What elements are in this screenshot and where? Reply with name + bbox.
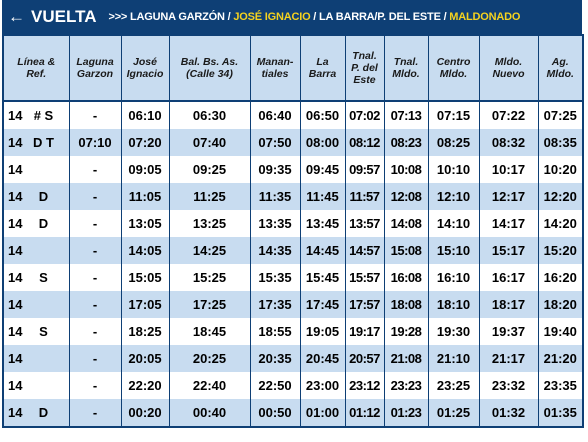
time-cell: 09:35 xyxy=(250,156,300,183)
line-ref-cell xyxy=(3,264,69,291)
time-cell: 01:00 xyxy=(300,399,345,427)
time-cell: - xyxy=(69,210,121,237)
time-cell: - xyxy=(69,399,121,427)
time-cell: 19:30 xyxy=(428,318,479,345)
time-cell: 13:35 xyxy=(250,210,300,237)
time-cell: 12:08 xyxy=(384,183,428,210)
time-cell: 20:35 xyxy=(250,345,300,372)
time-cell: 16:20 xyxy=(538,264,583,291)
time-cell: 15:25 xyxy=(169,264,250,291)
time-cell: 14:35 xyxy=(250,237,300,264)
time-cell: 09:57 xyxy=(345,156,384,183)
table-row xyxy=(3,264,583,291)
line-number: 14 xyxy=(8,378,23,393)
time-cell: - xyxy=(69,345,121,372)
time-cell: 06:10 xyxy=(121,101,169,129)
line-ref-cell xyxy=(3,101,69,129)
time-cell: 16:17 xyxy=(479,264,538,291)
line-reference: D xyxy=(38,216,49,231)
column-header: Tnal. Mldo. xyxy=(384,35,428,101)
time-cell: 12:20 xyxy=(538,183,583,210)
time-cell: 01:35 xyxy=(538,399,583,427)
time-cell: 09:05 xyxy=(121,156,169,183)
line-number: 14 xyxy=(8,270,23,285)
time-cell: 14:25 xyxy=(169,237,250,264)
time-cell: 18:20 xyxy=(538,291,583,318)
route-stop: JOSÉ IGNACIO xyxy=(233,11,311,23)
time-cell: 16:10 xyxy=(428,264,479,291)
route-separator: / xyxy=(313,11,317,23)
time-cell: 19:28 xyxy=(384,318,428,345)
route-stops xyxy=(108,11,520,23)
time-cell: 15:17 xyxy=(479,237,538,264)
time-cell: - xyxy=(69,101,121,129)
time-cell: 07:02 xyxy=(345,101,384,129)
time-cell: 06:50 xyxy=(300,101,345,129)
time-cell: 20:25 xyxy=(169,345,250,372)
time-cell: 00:20 xyxy=(121,399,169,427)
time-cell: 08:23 xyxy=(384,129,428,156)
column-header: La Barra xyxy=(300,35,345,101)
time-cell: 18:17 xyxy=(479,291,538,318)
time-cell: 09:45 xyxy=(300,156,345,183)
time-cell: 14:05 xyxy=(121,237,169,264)
time-cell: 13:05 xyxy=(121,210,169,237)
time-cell: 15:45 xyxy=(300,264,345,291)
line-ref-cell xyxy=(3,399,69,427)
time-cell: 01:32 xyxy=(479,399,538,427)
time-cell: 09:25 xyxy=(169,156,250,183)
time-cell: 18:10 xyxy=(428,291,479,318)
table-row xyxy=(3,318,583,345)
time-cell: 23:00 xyxy=(300,372,345,399)
time-cell: 07:40 xyxy=(169,129,250,156)
time-cell: 07:20 xyxy=(121,129,169,156)
line-number: 14 xyxy=(8,162,23,177)
column-header: José Ignacio xyxy=(121,35,169,101)
time-cell: 18:55 xyxy=(250,318,300,345)
line-ref-cell xyxy=(3,345,69,372)
time-cell: 13:45 xyxy=(300,210,345,237)
time-cell: 11:05 xyxy=(121,183,169,210)
line-number: 14 xyxy=(8,216,23,231)
time-cell: 21:08 xyxy=(384,345,428,372)
column-header: Manan- tiales xyxy=(250,35,300,101)
time-cell: 22:50 xyxy=(250,372,300,399)
time-cell: 23:25 xyxy=(428,372,479,399)
time-cell: 11:35 xyxy=(250,183,300,210)
table-row xyxy=(3,156,583,183)
time-cell: - xyxy=(69,264,121,291)
time-cell: 17:45 xyxy=(300,291,345,318)
time-cell: 07:10 xyxy=(69,129,121,156)
time-cell: 01:23 xyxy=(384,399,428,427)
line-ref-cell xyxy=(3,156,69,183)
column-header: Centro Mldo. xyxy=(428,35,479,101)
time-cell: 14:20 xyxy=(538,210,583,237)
table-row xyxy=(3,399,583,427)
time-cell: - xyxy=(69,318,121,345)
line-ref-cell xyxy=(3,237,69,264)
line-ref-cell xyxy=(3,210,69,237)
route-separator: / xyxy=(443,11,447,23)
time-cell: 17:25 xyxy=(169,291,250,318)
time-cell: 14:57 xyxy=(345,237,384,264)
column-header: Línea & Ref. xyxy=(3,35,69,101)
time-cell: 11:45 xyxy=(300,183,345,210)
time-cell: - xyxy=(69,291,121,318)
time-cell: 00:40 xyxy=(169,399,250,427)
line-number: 14 xyxy=(8,189,23,204)
time-cell: 19:40 xyxy=(538,318,583,345)
line-ref-cell xyxy=(3,183,69,210)
route-separator: / xyxy=(227,11,231,23)
table-row xyxy=(3,372,583,399)
time-cell: 07:25 xyxy=(538,101,583,129)
time-cell: 23:23 xyxy=(384,372,428,399)
timetable-frame xyxy=(2,0,582,428)
time-cell: 15:10 xyxy=(428,237,479,264)
line-reference: D xyxy=(38,405,49,420)
time-cell: 12:10 xyxy=(428,183,479,210)
column-header: Bal. Bs. As. (Calle 34) xyxy=(169,35,250,101)
time-cell: 19:17 xyxy=(345,318,384,345)
time-cell: 18:45 xyxy=(169,318,250,345)
time-cell: 10:08 xyxy=(384,156,428,183)
time-cell: 22:40 xyxy=(169,372,250,399)
table-row xyxy=(3,101,583,129)
time-cell: 22:20 xyxy=(121,372,169,399)
time-cell: 19:05 xyxy=(300,318,345,345)
route-stop: MALDONADO xyxy=(449,11,521,23)
table-row xyxy=(3,345,583,372)
line-number: 14 xyxy=(8,135,23,150)
column-header: Mldo. Nuevo xyxy=(479,35,538,101)
column-header: Ag. Mldo. xyxy=(538,35,583,101)
time-cell: 08:00 xyxy=(300,129,345,156)
line-number: 14 xyxy=(8,324,23,339)
time-cell: 07:13 xyxy=(384,101,428,129)
route-prefix: >>> xyxy=(108,11,128,23)
time-cell: 19:37 xyxy=(479,318,538,345)
arrow-left-icon: ← xyxy=(8,7,25,26)
line-number: 14 xyxy=(8,297,23,312)
time-cell: 07:22 xyxy=(479,101,538,129)
time-cell: 21:10 xyxy=(428,345,479,372)
time-cell: 11:57 xyxy=(345,183,384,210)
time-cell: 07:15 xyxy=(428,101,479,129)
time-cell: 15:57 xyxy=(345,264,384,291)
time-cell: 10:10 xyxy=(428,156,479,183)
table-row xyxy=(3,291,583,318)
line-number: 14 xyxy=(8,108,23,123)
time-cell: 08:32 xyxy=(479,129,538,156)
time-cell: 14:17 xyxy=(479,210,538,237)
time-cell: 23:35 xyxy=(538,372,583,399)
line-ref-cell xyxy=(3,372,69,399)
time-cell: 06:40 xyxy=(250,101,300,129)
time-cell: 17:35 xyxy=(250,291,300,318)
time-cell: 23:12 xyxy=(345,372,384,399)
time-cell: - xyxy=(69,156,121,183)
time-cell: 10:20 xyxy=(538,156,583,183)
time-cell: 11:25 xyxy=(169,183,250,210)
time-cell: 13:57 xyxy=(345,210,384,237)
time-cell: 14:10 xyxy=(428,210,479,237)
time-cell: 08:12 xyxy=(345,129,384,156)
time-cell: 14:45 xyxy=(300,237,345,264)
line-number: 14 xyxy=(8,243,23,258)
line-reference: D T xyxy=(32,135,54,150)
time-cell: 17:05 xyxy=(121,291,169,318)
time-cell: 21:20 xyxy=(538,345,583,372)
time-cell: 13:25 xyxy=(169,210,250,237)
route-stop: LA BARRA/P. DEL ESTE xyxy=(319,11,441,23)
schedule-table xyxy=(2,34,584,428)
time-cell: 08:25 xyxy=(428,129,479,156)
time-cell: - xyxy=(69,183,121,210)
line-ref-cell xyxy=(3,318,69,345)
line-reference: # S xyxy=(33,108,54,123)
line-ref-cell xyxy=(3,129,69,156)
time-cell: 20:57 xyxy=(345,345,384,372)
line-reference: S xyxy=(39,270,48,285)
time-cell: 21:17 xyxy=(479,345,538,372)
time-cell: 20:05 xyxy=(121,345,169,372)
time-cell: 07:50 xyxy=(250,129,300,156)
route-stop: LAGUNA GARZÓN xyxy=(130,11,225,23)
line-reference: D xyxy=(38,189,49,204)
schedule-body xyxy=(3,101,583,427)
time-cell: 18:25 xyxy=(121,318,169,345)
line-ref-cell xyxy=(3,291,69,318)
time-cell: 15:20 xyxy=(538,237,583,264)
time-cell: 12:17 xyxy=(479,183,538,210)
time-cell: 20:45 xyxy=(300,345,345,372)
time-cell: 00:50 xyxy=(250,399,300,427)
time-cell: 10:17 xyxy=(479,156,538,183)
line-number: 14 xyxy=(8,405,23,420)
line-reference: S xyxy=(39,324,48,339)
timetable-header xyxy=(2,0,582,34)
time-cell: - xyxy=(69,237,121,264)
time-cell: 15:08 xyxy=(384,237,428,264)
time-cell: 01:25 xyxy=(428,399,479,427)
line-number: 14 xyxy=(8,351,23,366)
table-row xyxy=(3,183,583,210)
time-cell: 15:35 xyxy=(250,264,300,291)
table-row xyxy=(3,237,583,264)
time-cell: 16:08 xyxy=(384,264,428,291)
column-header-row xyxy=(3,35,583,101)
time-cell: 06:30 xyxy=(169,101,250,129)
time-cell: - xyxy=(69,372,121,399)
table-row xyxy=(3,210,583,237)
time-cell: 23:32 xyxy=(479,372,538,399)
time-cell: 01:12 xyxy=(345,399,384,427)
time-cell: 08:35 xyxy=(538,129,583,156)
time-cell: 18:08 xyxy=(384,291,428,318)
time-cell: 14:08 xyxy=(384,210,428,237)
column-header: Tnal. P. del Este xyxy=(345,35,384,101)
direction-title: VUELTA xyxy=(31,7,97,26)
time-cell: 15:05 xyxy=(121,264,169,291)
time-cell: 17:57 xyxy=(345,291,384,318)
column-header: Laguna Garzon xyxy=(69,35,121,101)
table-row xyxy=(3,129,583,156)
